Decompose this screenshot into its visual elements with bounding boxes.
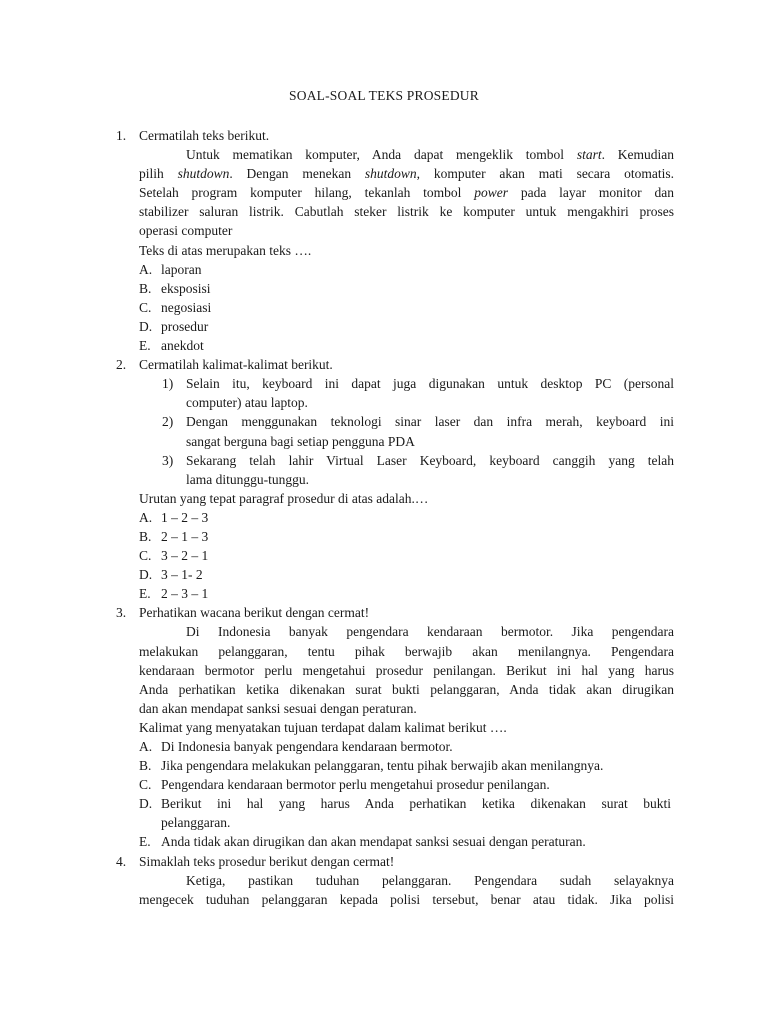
option-a[interactable]: A. 1 – 2 – 3 <box>139 509 209 525</box>
question-1-prompt: 1. Cermatilah teks berikut. <box>116 126 674 145</box>
sentence-item: 1) Selain itu, keyboard ini dapat juga digunakan untuk desktop PC (personal computer) atau laptop. <box>162 376 674 411</box>
q1-passage-line: operasi computer <box>139 223 233 239</box>
option-b[interactable]: B. 2 – 1 – 3 <box>139 528 209 544</box>
sentence-item: 3) Sekarang telah lahir Virtual Laser Keyboard, keyboard canggih yang telah lama ditunggu-tunggu. <box>162 452 674 487</box>
q3-passage-line: kendaraan bermotor perlu mengetahui prosedur penilangan. Berikut ini hal yang harus <box>139 662 674 678</box>
option-a[interactable]: A. Di Indonesia banyak pengendara kendaraan bermotor. <box>139 739 453 754</box>
option-d[interactable]: D. prosedur <box>139 318 209 334</box>
option-b[interactable]: B. Jika pengendara melakukan pelanggaran, tentu pihak berwajib akan menilangnya. <box>139 758 604 774</box>
q3-passage-line: dan akan mendapat sanksi sesuai dengan peraturan. <box>139 700 417 716</box>
q4-passage-line: mengecek tuduhan pelanggaran kepada polisi tersebut, benar atau tidak. Jika polisi <box>139 891 674 907</box>
option-e[interactable]: E. 2 – 3 – 1 <box>139 586 209 602</box>
option-c[interactable]: C. negosiasi <box>139 299 212 315</box>
page-title: SOAL-SOAL TEKS PROSEDUR <box>289 88 479 103</box>
q3-passage-line: Anda perhatikan ketika dikenakan surat bukti pelanggaran, Anda tidak akan dirugikan <box>139 681 674 697</box>
q3-passage-line: melakukan pelanggaran, tentu pihak berwajib akan menilangnya. Pengendara <box>139 643 674 659</box>
option-e[interactable]: E. Anda tidak akan dirugikan dan akan mendapat sanksi sesuai dengan peraturan. <box>139 834 586 850</box>
question-4-prompt: 4. Simaklah teks prosedur berikut dengan cermat! <box>116 852 674 871</box>
q1-passage-line: Untuk mematikan komputer, Anda dapat mengeklik tombol start. Kemudian <box>186 147 674 163</box>
q1-passage-line: stabilizer saluran listrik. Cabutlah steker listrik ke komputer untuk mengakhiri proses <box>139 204 674 220</box>
q1-passage-line: pilih shutdown. Dengan menekan shutdown, komputer akan mati secara otomatis. <box>139 166 674 182</box>
option-d-continued: pelanggaran. <box>161 815 231 831</box>
question-number: 2. <box>116 357 127 373</box>
question-2-text: Urutan yang tepat paragraf prosedur di atas adalah.… <box>139 490 429 506</box>
option-d[interactable]: D. 3 – 1- 2 <box>139 567 203 583</box>
option-d[interactable]: D. Berikut ini hal yang harus Anda perhatikan ketika dikenakan surat bukti <box>139 796 671 812</box>
question-number: 1. <box>116 128 127 143</box>
question-list <box>116 126 674 909</box>
question-1-text: Teks di atas merupakan teks …. <box>139 242 312 258</box>
q1-passage-line: Setelah program komputer hilang, tekanlah tombol power pada layar monitor dan <box>139 185 674 201</box>
q3-passage-line: Di Indonesia banyak pengendara kendaraan bermotor. Jika pengendara <box>186 624 674 640</box>
option-b[interactable]: B. eksposisi <box>139 280 211 296</box>
question-number: 3. <box>116 605 127 621</box>
option-c[interactable]: C. Pengendara kendaraan bermotor perlu mengetahui prosedur penilangan. <box>139 777 550 793</box>
q4-passage-line: Ketiga, pastikan tuduhan pelanggaran. Pengendara sudah selayaknya <box>186 872 674 888</box>
question-3-prompt: 3. Perhatikan wacana berikut dengan cermat! <box>116 603 674 622</box>
option-a[interactable]: A. laporan <box>139 261 202 277</box>
sentence-item: 2) Dengan menggunakan teknologi sinar laser dan infra merah, keyboard ini sangat berguna bagi setiap pengguna PDA <box>162 414 674 449</box>
question-number: 4. <box>116 853 127 869</box>
question-2-prompt: 2. Cermatilah kalimat-kalimat berikut. <box>116 355 674 374</box>
option-e[interactable]: E. anekdot <box>139 338 204 354</box>
question-3-text: Kalimat yang menyatakan tujuan terdapat dalam kalimat berikut …. <box>139 719 507 735</box>
option-c[interactable]: C. 3 – 2 – 1 <box>139 548 209 564</box>
